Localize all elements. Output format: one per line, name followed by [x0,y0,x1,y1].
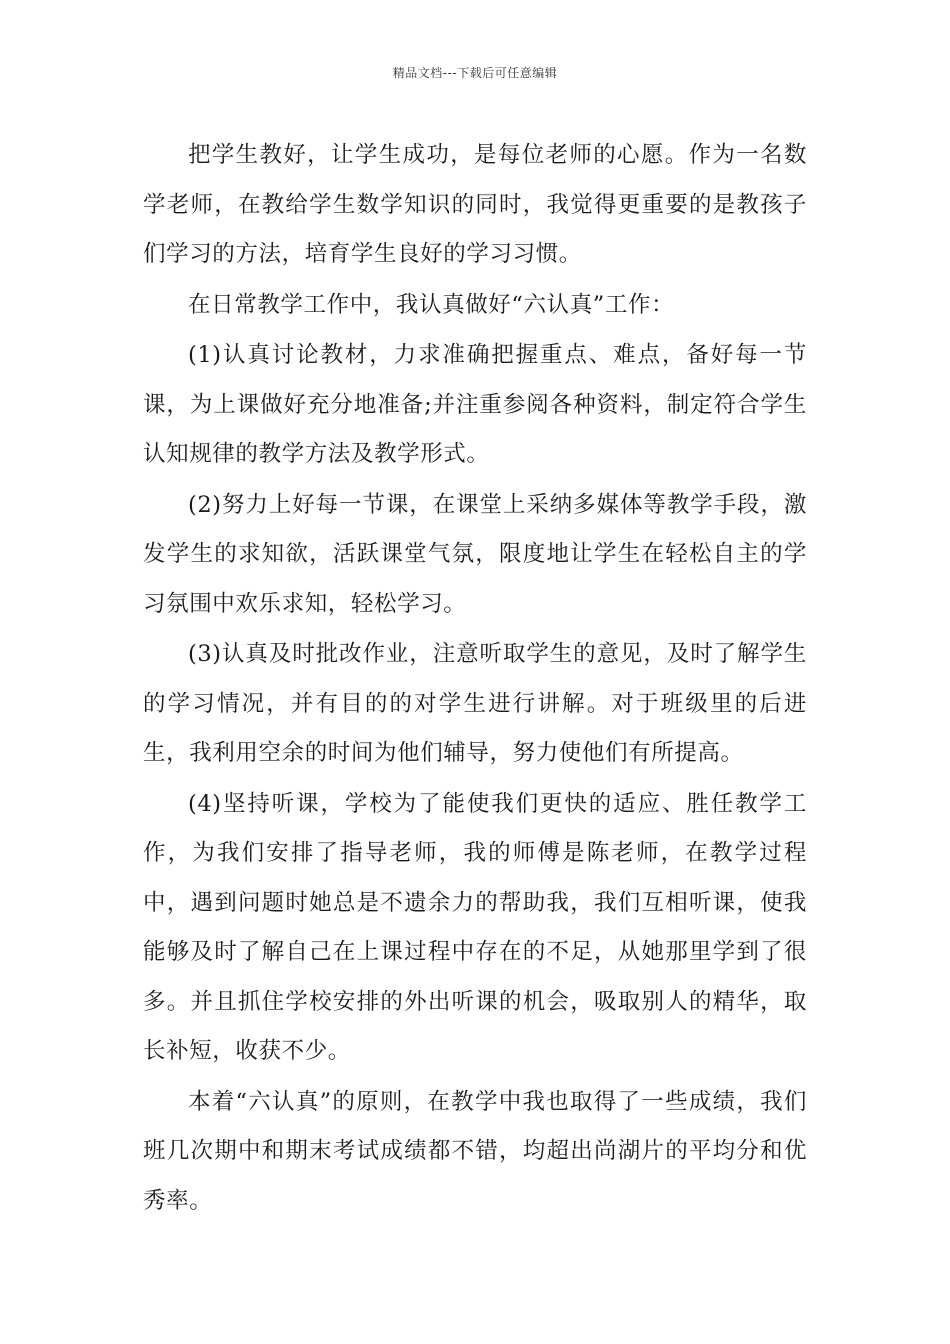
paragraph-intro: 把学生教好，让学生成功，是每位老师的心愿。作为一名数学老师，在教给学生数学知识的同时，我觉得更重要的是教孩子们学习的方法，培育学生良好的学习习惯。 [143,142,807,267]
paragraph-item-4: (4)坚持听课，学校为了能使我们更快的适应、胜任教学工作，为我们安排了指导老师，我的师傅是陈老师，在教学过程中，遇到问题时她总是不遗余力的帮助我，我们互相听课，使我能够及时了解自己在上课过程中存在的不足，从她那里学到了很多。并且抓住学校安排的外出听课的机会，吸取别人的精华，取长补短，收获不少。 [143,790,807,1064]
page-header: 精品文档---下载后可任意编辑 [392,66,558,80]
document-body [143,131,807,1227]
paragraph-item-3: (3)认真及时批改作业，注意听取学生的意见，及时了解学生的学习情况，并有目的的对学生进行讲解。对于班级里的后进生，我利用空余的时间为他们辅导，努力使他们有所提高。 [143,641,807,766]
paragraph-results: 本着“六认真”的原则，在教学中我也取得了一些成绩，我们班几次期中和期末考试成绩都不错，均超出尚湖片的平均分和优秀率。 [143,1088,807,1214]
paragraph-item-1: (1)认真讨论教材，力求准确把握重点、难点，备好每一节课，为上课做好充分地准备;并注重参阅各种资料，制定符合学生认知规律的教学方法及教学形式。 [143,342,807,467]
paragraph-six-earnest: 在日常教学工作中，我认真做好“六认真”工作： [188,291,675,318]
paragraph-item-2: (2)努力上好每一节课，在课堂上采纳多媒体等教学手段，激发学生的求知欲，活跃课堂气氛，限度地让学生在轻松自主的学习氛围中欢乐求知，轻松学习。 [143,491,807,617]
